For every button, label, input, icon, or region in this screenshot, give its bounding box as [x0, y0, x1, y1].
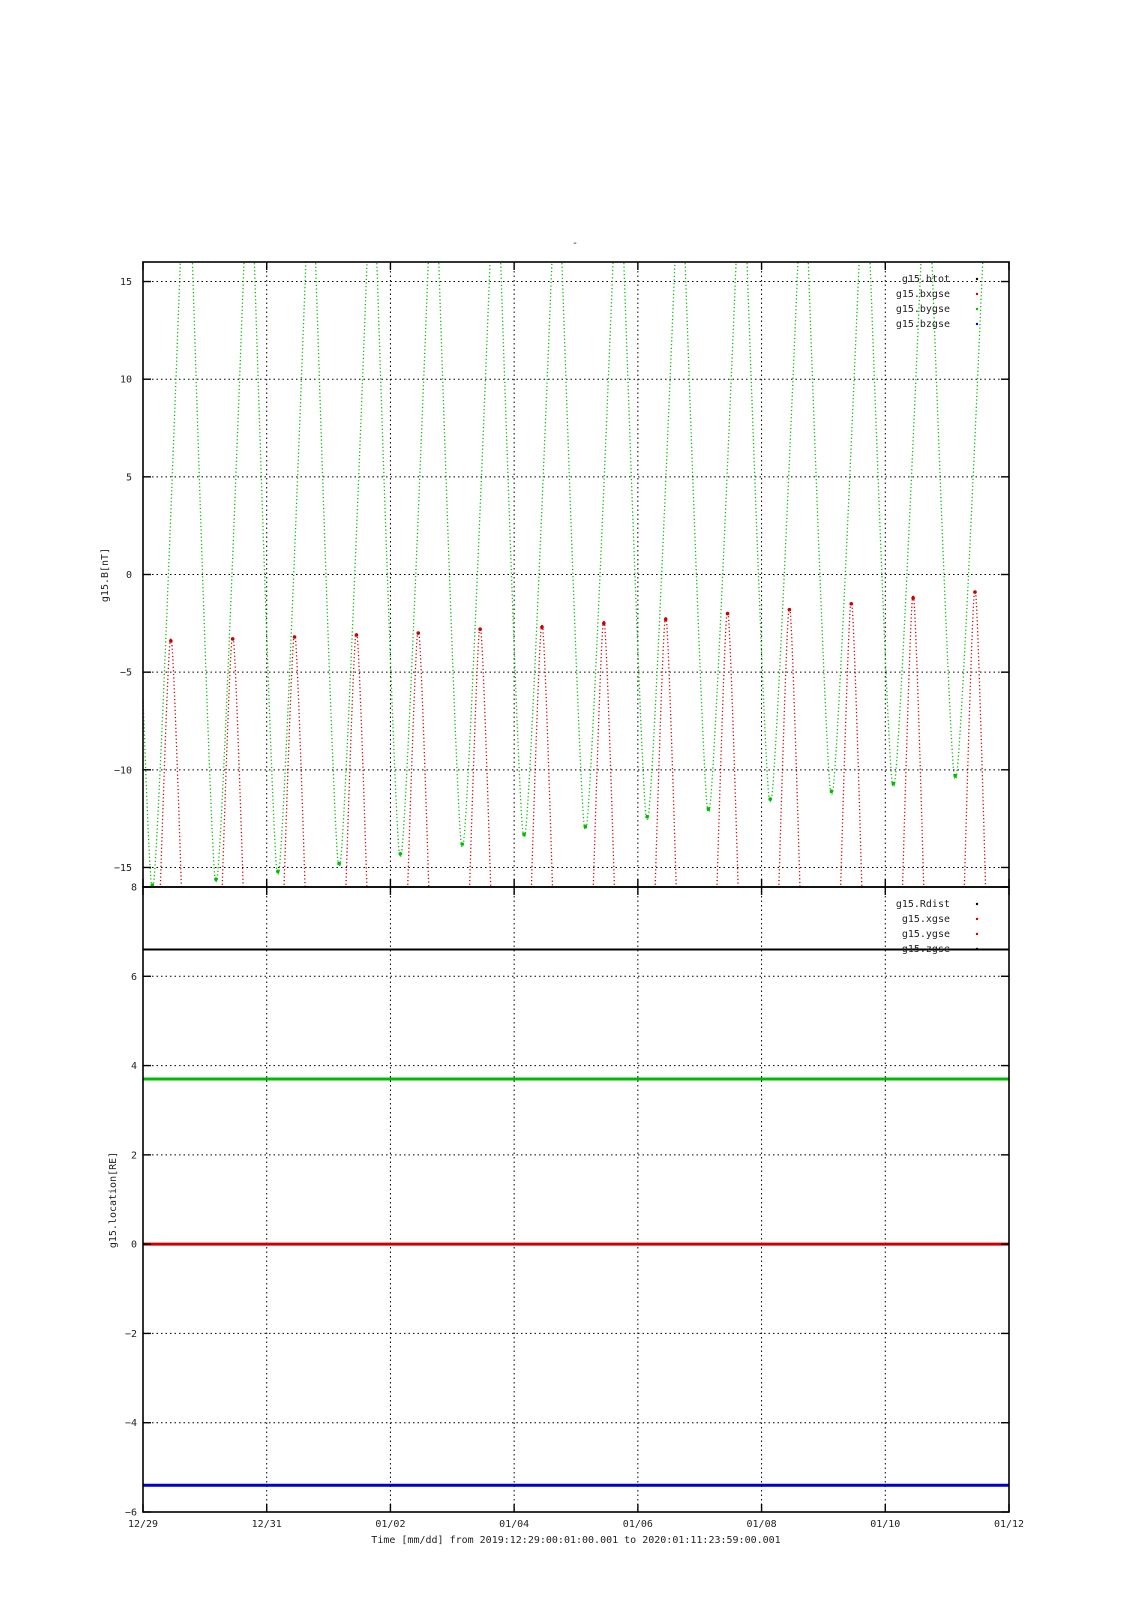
- bygse-minimum-3: [276, 870, 280, 874]
- location-y-tick-label: −6: [124, 1507, 137, 1519]
- magnetic-field-grid: [143, 262, 1009, 887]
- bxgse-cycle-7: [531, 626, 553, 907]
- bygse-minimum-13: [892, 782, 896, 786]
- bxgse-maximum-14: [973, 590, 977, 594]
- time-tick-label: 01/04: [499, 1519, 530, 1530]
- bygse-minimum-2: [214, 877, 218, 881]
- legend-entry-bxgse: g15.bxgse: [895, 289, 950, 300]
- bxgse-cycle-8: [593, 622, 615, 907]
- legend-entry-zgse: g15.zgse: [901, 944, 950, 955]
- magnetic-field-legend: [896, 274, 978, 330]
- bygse-cycle-10: [682, 184, 739, 812]
- bxgse-maximum-2: [231, 637, 235, 641]
- legend-entry-bzgse: g15.bzgse: [895, 319, 950, 330]
- bygse-cycle-9: [621, 184, 678, 819]
- bxgse-maximum-10: [726, 612, 730, 616]
- legend-marker-bzgse: [976, 323, 978, 325]
- location-legend: [896, 899, 978, 955]
- bygse-cycle-5: [374, 184, 431, 856]
- bxgse-maximum-12: [849, 602, 853, 606]
- location-y-tick-label: −4: [124, 1418, 137, 1430]
- bxgse-cycle-1: [160, 639, 182, 906]
- bxgse-cycle-2: [222, 637, 244, 906]
- bxgse-cycle-10: [716, 612, 738, 907]
- legend-marker-btot: [976, 278, 978, 280]
- bxgse-maximum-7: [540, 625, 544, 629]
- location-y-tick-label: 0: [130, 1239, 137, 1251]
- bxgse-cycle-12: [840, 602, 862, 906]
- time-tick-label: 01/10: [870, 1519, 901, 1530]
- location-frame: [143, 887, 1009, 1512]
- magnetic-field-panel: [100, 184, 1009, 907]
- title-mark: -: [571, 238, 579, 249]
- bygse-minimum-5: [399, 852, 403, 856]
- bygse-cycle-8: [559, 184, 616, 829]
- magnetic-field-y-tick-label: 15: [119, 277, 132, 289]
- time-tick-label: 01/02: [375, 1519, 406, 1530]
- bygse-minimum-7: [522, 832, 526, 836]
- bxgse-maximum-1: [169, 639, 173, 643]
- magnetic-field-y-tick-label: −15: [113, 862, 132, 874]
- time-tick-label: 12/31: [251, 1519, 282, 1530]
- bygse-cycle-6: [436, 184, 493, 847]
- bygse-cycle-4: [313, 184, 370, 866]
- bygse-cycle-1: [126, 184, 183, 887]
- magnetic-field-series: [126, 184, 986, 907]
- bygse-minimum-6: [460, 842, 464, 846]
- time-tick-label: 01/12: [993, 1519, 1025, 1530]
- bygse-minimum-9: [645, 815, 649, 819]
- magnetic-field-ticks: [114, 262, 1009, 887]
- magnetic-field-y-tick-label: −10: [113, 765, 132, 777]
- legend-marker-bxgse: [976, 293, 978, 295]
- location-grid: [143, 887, 1009, 1512]
- bxgse-maximum-9: [664, 618, 668, 622]
- legend-marker-ygse: [976, 933, 978, 935]
- bygse-minimum-10: [707, 807, 711, 811]
- location-y-tick-label: 2: [130, 1150, 137, 1162]
- bygse-minimum-4: [337, 862, 341, 866]
- magnetic-field-y-tick-label: −5: [119, 667, 132, 679]
- bygse-minimum-8: [583, 825, 587, 829]
- time-tick-labels: [128, 1519, 1024, 1530]
- time-tick-label: 12/29: [127, 1519, 159, 1530]
- bxgse-cycle-13: [902, 596, 924, 906]
- bygse-cycle-2: [190, 184, 247, 882]
- bygse-cycle-11: [744, 184, 801, 802]
- legend-marker-zgse: [976, 948, 978, 950]
- bxgse-maximum-3: [293, 635, 297, 639]
- legend-entry-btot: g15.btot: [901, 274, 950, 285]
- bxgse-cycle-14: [964, 591, 986, 907]
- location-series: [143, 950, 1009, 1486]
- bygse-minimum-14: [953, 774, 957, 778]
- bygse-minimum-12: [830, 789, 834, 793]
- magnetic-field-y-tick-label: 5: [125, 472, 132, 484]
- legend-marker-bygse: [976, 308, 978, 310]
- legend-entry-Rdist: g15.Rdist: [895, 899, 950, 910]
- location-y-axis-label: g15.location[RE]: [108, 1151, 119, 1249]
- bxgse-cycle-11: [778, 608, 800, 906]
- bxgse-maximum-4: [355, 633, 359, 637]
- legend-marker-xgse: [976, 918, 978, 920]
- location-y-tick-label: 6: [130, 971, 137, 983]
- bxgse-maximum-5: [416, 631, 420, 635]
- bxgse-maximum-8: [602, 622, 606, 626]
- legend-entry-xgse: g15.xgse: [901, 914, 950, 925]
- magnetic-field-y-tick-label: 0: [125, 570, 132, 581]
- bygse-cycle-12: [806, 184, 863, 794]
- time-tick-label: 01/08: [746, 1519, 777, 1530]
- location-panel: [108, 883, 1024, 1531]
- legend-marker-Rdist: [976, 903, 978, 905]
- bxgse-maximum-6: [478, 627, 482, 631]
- magnetic-field-y-tick-label: 10: [119, 374, 132, 386]
- legend-entry-bygse: g15.bygse: [895, 304, 950, 315]
- location-y-tick-label: 8: [130, 882, 137, 894]
- bxgse-cycle-3: [283, 635, 305, 906]
- bxgse-cycle-5: [407, 631, 429, 906]
- magnetic-field-y-axis-label: g15.B[nT]: [100, 547, 111, 603]
- bygse-minimum-11: [768, 797, 772, 801]
- location-y-tick-label: 4: [130, 1061, 137, 1073]
- bxgse-maximum-11: [788, 608, 792, 612]
- time-axis-label: Time [mm/dd] from 2019:12:29:00:01:00.001 to 2020:01:11:23:59:00.001: [371, 1535, 781, 1546]
- bxgse-cycle-6: [469, 628, 491, 907]
- time-tick-label: 01/06: [622, 1519, 653, 1530]
- bxgse-maximum-13: [911, 596, 915, 600]
- location-y-tick-label: −2: [124, 1328, 137, 1340]
- legend-entry-ygse: g15.ygse: [901, 929, 950, 940]
